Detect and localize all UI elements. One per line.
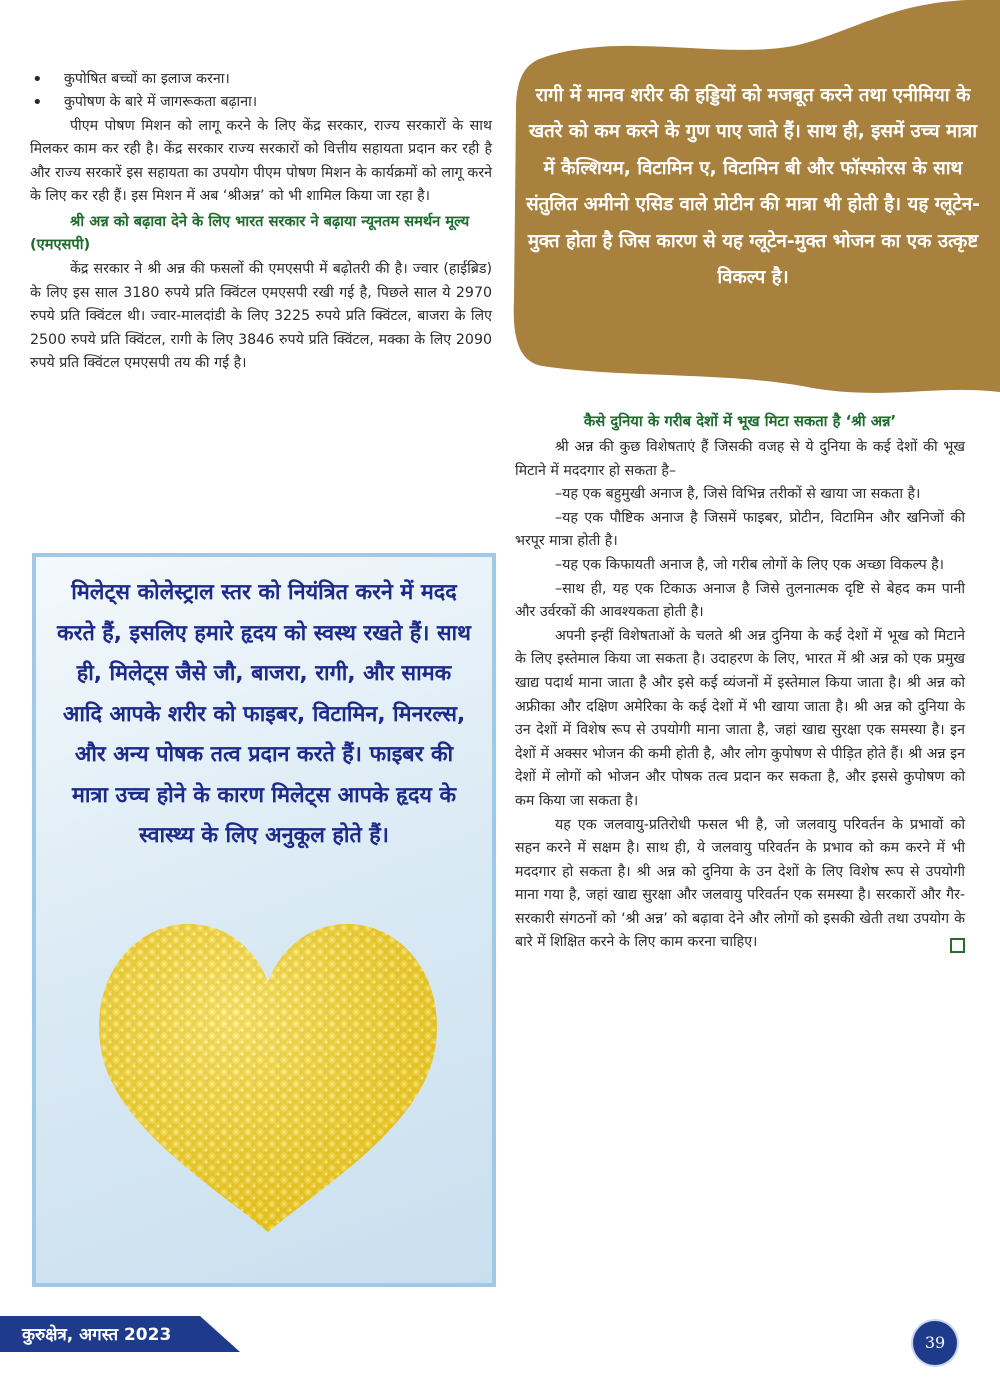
magazine-name: कुरुक्षेत्र, अगस्त 2023 [22, 1325, 172, 1345]
section-heading-hunger: कैसे दुनिया के गरीब देशों में भूख मिटा सकता है ‘श्री अन्न’ [583, 413, 897, 430]
paragraph: अपनी इन्हीं विशेषताओं के चलते श्री अन्न दुनिया के कई देशों में भूख को मिटाने के लिए इस्तेमाल किया जा सकता है। उदाहरण के लिए, भारत में श्री अन्न को एक प्रमुख खाद्य पदार्थ माना जाता है और इसे कई व्यंजनों में इस्तेमाल किया जाता है। श्री अन्न को अफ्रीका और दक्षिण अमेरिका के कई देशों में भी खाया जाता है। श्री अन्न को दुनिया के उन देशों में विशेष रूप से उपयोगी माना जाता है, जहां खाद्य सुरक्षा एक समस्या है। इन देशों में अक्सर भोजन की कमी होती है, और लोग कुपोषण से पीड़ित होते हैं। श्री अन्न इन देशों में लोगों को भोजन और पोषक तत्व प्रदान कर सकता है, और इससे कुपोषण को कम किया जा सकता है। [515, 627, 965, 809]
paragraph: –साथ ही, यह एक टिकाऊ अनाज है जिसे तुलनात्मक दृष्टि से बेहद कम पानी और उर्वरकों की आवश्यकता होती है। [515, 580, 965, 621]
end-mark-icon [950, 938, 965, 953]
section-heading-msp: श्री अन्न को बढ़ावा देने के लिए भारत सरकार ने बढ़ाया न्यूनतम समर्थन मूल्य (एमएसपी) [30, 213, 470, 254]
millet-heart-image [88, 912, 448, 1242]
paragraph: यह एक जलवायु-प्रतिरोधी फसल भी है, जो जलवायु परिवर्तन के प्रभावों को सहन करने में सक्षम है। साथ ही, ये जलवायु परिवर्तन के प्रभाव को कम करने में भी मददगार हो सकता है। श्री अन्न को दुनिया के उन देशों के लिए विशेष रूप से उपयोगी माना गया है, जहां खाद्य सुरक्षा और जलवायु परिवर्तन एक समस्या है। सरकारों और गैर-सरकारी संगठनों को ‘श्री अन्न’ को बढ़ावा देने और लोगों को इसकी खेती तथा उपयोग के बारे में शिक्षित करने के लिए काम करना चाहिए। [515, 816, 965, 951]
bullet-list [30, 68, 492, 115]
list-item: • कुपोषित बच्चों का इलाज करना। [30, 68, 492, 91]
paragraph: –यह एक पौष्टिक अनाज है जिसमें फाइबर, प्रोटीन, विटामिन और खनिजों की भरपूर मात्रा होती है। [515, 509, 965, 550]
paragraph: श्री अन्न की कुछ विशेषताएं हैं जिसकी वजह से ये दुनिया के कई देशों की भूख मिटाने में मददगार हो सकता है– [515, 439, 965, 479]
millet-callout-box [32, 553, 496, 1287]
millet-callout-text: मिलेट्स कोलेस्ट्राल स्तर को नियंत्रित करने में मदद करते हैं, इसलिए हमारे हृदय को स्वस्थ रखते हैं। साथ ही, मिलेट्स जैसे जौ, बाजरा, रागी, और सामक आदि आपके शरीर को फाइबर, विटामिन, मिनरल्स, और अन्य पोषक तत्व प्रदान करते हैं। फाइबर की मात्रा उच्च होने के कारण मिलेट्स आपके हृदय के स्वास्थ्य के लिए अनुकूल होते हैं। [57, 580, 471, 848]
paragraph: –यह एक किफायती अनाज है, जो गरीब लोगों के लिए एक अच्छा विकल्प है। [555, 556, 945, 573]
right-column [515, 410, 965, 955]
list-item: • कुपोषण के बारे में जागरूकता बढ़ाना। [30, 91, 492, 114]
paragraph: –यह एक बहुमुखी अनाज है, जिसे विभिन्न तरीकों से खाया जा सकता है। [555, 486, 921, 503]
paragraph: पीएम पोषण मिशन को लागू करने के लिए केंद्र सरकार, राज्य सरकारों के साथ मिलकर काम कर रही है। केंद्र सरकार राज्य सरकारों को वित्तीय सहायता प्रदान कर रही है और राज्य सरकारें इस सहायता का उपयोग पीएम पोषण मिशन के कार्यक्रमों को लागू करने के लिए कर रही हैं। इस मिशन में अब ‘श्रीअन्न’ को भी शामिल किया जा रहा है। [30, 117, 492, 205]
page-number: 39 [913, 1321, 957, 1365]
ragi-callout-text: रागी में मानव शरीर की हड्डियों को मजबूत करने तथा एनीमिया के खतरे को कम करने के गुण पाए जाते हैं। साथ ही, इसमें उच्च मात्रा में कैल्शियम, विटामिन ए, विटामिन बी और फॉस्फोरस के साथ संतुलित अमीनो एसिड वाले प्रोटीन की मात्रा भी होती है। यह ग्लूटेन-मुक्त होता है जिस कारण से यह ग्लूटेन-मुक्त भोजन का एक उत्कृष्ट विकल्प है। [526, 85, 980, 289]
left-column [30, 68, 492, 375]
paragraph: केंद्र सरकार ने श्री अन्न की फसलों की एमएसपी में बढ़ोतरी की है। ज्वार (हाईब्रिड) के लिए इस साल 3180 रुपये प्रति क्विंटल एमएसपी रखी गई है, पिछले साल ये 2970 रुपये प्रति क्विंटल थी। ज्वार-मालदांडी के लिए 3225 रुपये प्रति क्विंटल, बाजरा के लिए 2500 रुपये प्रति क्विंटल, रागी के लिए 3846 रुपये प्रति क्विंटल, मक्का के लिए 2090 रुपये प्रति क्विंटल एमएसपी तय की गई है। [30, 261, 492, 372]
